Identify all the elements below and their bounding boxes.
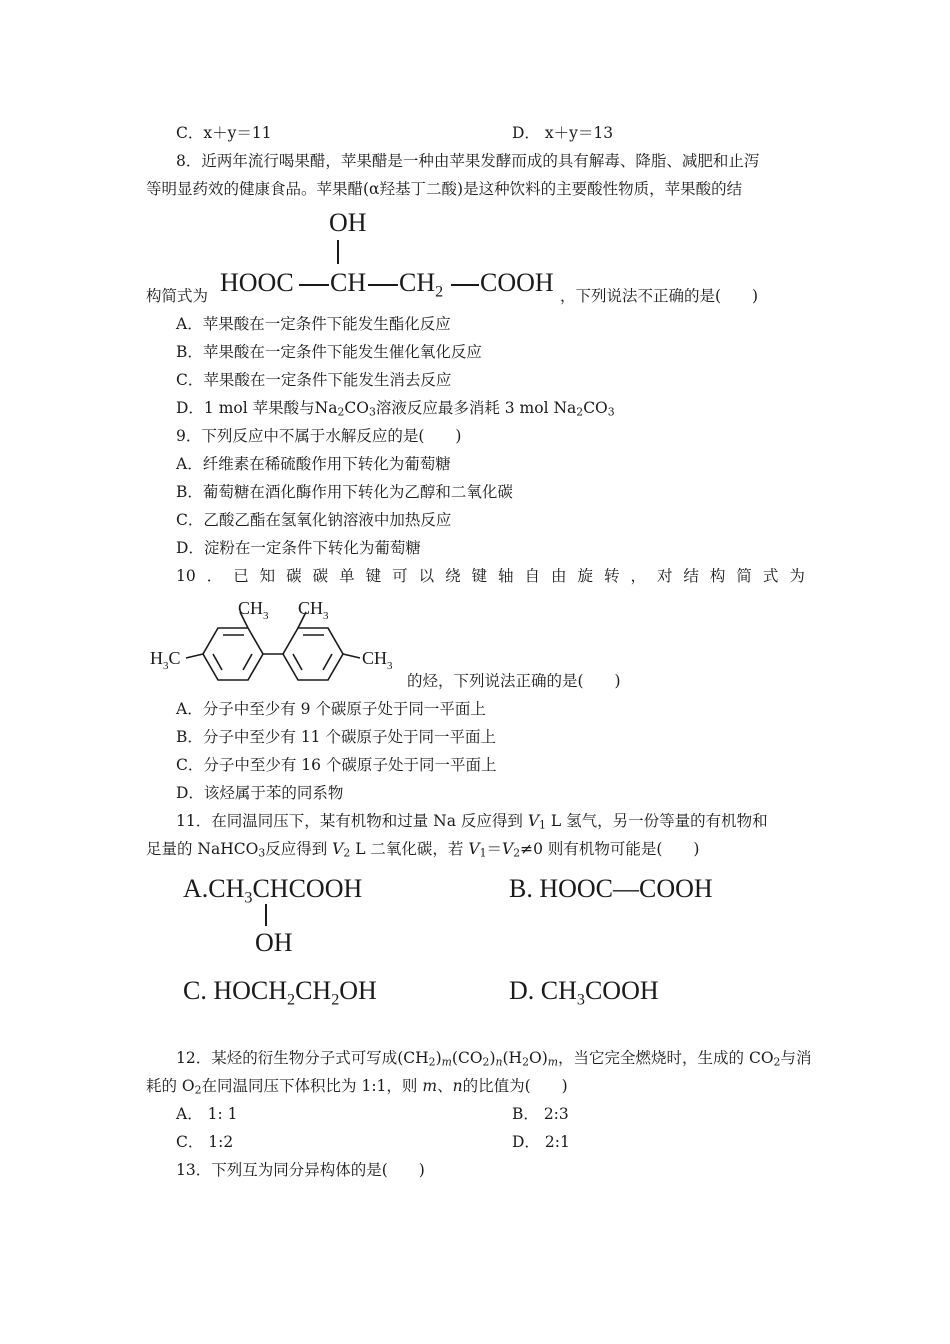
malic-acid-ch2: $CH_2$ bbox=[399, 268, 444, 301]
q10-option-a: A．分子中至少有 9 个碳原子处于同一平面上 bbox=[176, 700, 486, 718]
malic-acid-bond-vertical bbox=[337, 240, 339, 264]
tetramethylbiphenyl-structure bbox=[146, 590, 406, 690]
q9-option-a: A．纤维素在稀硫酸作用下转化为葡萄糖 bbox=[176, 455, 451, 473]
q12-option-a: A． 1: 1 bbox=[176, 1105, 238, 1123]
q8-option-b: B．苹果酸在一定条件下能发生催化氧化反应 bbox=[176, 343, 482, 361]
q8-option-d: D．1 mol 苹果酸与Na2CO3溶液反应最多消耗 3 mol Na2CO3 bbox=[176, 399, 615, 419]
malic-acid-bond-3 bbox=[451, 284, 479, 286]
malic-acid-bond-1 bbox=[299, 284, 329, 286]
q9-option-d: D．淀粉在一定条件下转化为葡萄糖 bbox=[176, 539, 421, 557]
q9-stem: 9．下列反应中不属于水解反应的是( ) bbox=[176, 427, 462, 445]
q12-option-b: B． 2:3 bbox=[512, 1105, 569, 1123]
q7-option-c: C．x＋y＝11 bbox=[176, 124, 272, 142]
malic-acid-cooh: COOH bbox=[480, 268, 554, 297]
q11-option-a-formula: $A.CH_3CHCOOH$ bbox=[183, 874, 363, 907]
q11-option-a-bond bbox=[265, 904, 267, 926]
q11-stem-line2: 足量的 NaHCO3反应得到 V2 L 二氧化碳，若 V1＝V2≠0 则有机物可能是( ) bbox=[146, 840, 700, 860]
q8-struct-suffix: ，下列说法不正确的是( ) bbox=[560, 287, 759, 305]
q10-stem-suffix: 的烃，下列说法正确的是( ) bbox=[407, 672, 621, 690]
q8-stem-line1: 8．近两年流行喝果醋，苹果醋是一种由苹果发酵而成的具有解毒、降脂、减肥和止泻 bbox=[176, 152, 760, 170]
q12-option-c: C． 1:2 bbox=[176, 1133, 234, 1151]
q9-option-b: B．葡萄糖在酒化酶作用下转化为乙醇和二氧化碳 bbox=[176, 483, 513, 501]
q12-option-d: D． 2:1 bbox=[512, 1133, 570, 1151]
q8-struct-prefix: 构简式为 bbox=[146, 287, 209, 305]
methyl-label-left: $CH_3$ bbox=[238, 598, 269, 622]
methyl-label-ch3-right: $CH_3$ bbox=[362, 648, 393, 672]
methyl-label-h3c: $H_3C$ bbox=[150, 648, 181, 672]
malic-acid-oh: OH bbox=[329, 208, 367, 237]
q9-option-c: C．乙酸乙酯在氢氧化钠溶液中加热反应 bbox=[176, 511, 452, 529]
q10-option-c: C．分子中至少有 16 个碳原子处于同一平面上 bbox=[176, 756, 497, 774]
q11-option-c: C. $HOCH_2CH_2OH$ bbox=[183, 976, 377, 1009]
q11-option-b: B. HOOC—COOH bbox=[509, 874, 713, 903]
q11-option-d: D. $CH_3COOH$ bbox=[509, 976, 659, 1009]
q7-option-d: D． x＋y＝13 bbox=[512, 124, 614, 142]
q12-stem-line2: 耗的 O2在同温同压下体积比为 1:1，则 m、n的比值为( ) bbox=[146, 1077, 568, 1097]
q10-stem: 10 ． 已 知 碳 碳 单 键 可 以 绕 键 轴 自 由 旋 转 ， 对 结 构 简 式 为 bbox=[176, 567, 805, 585]
methyl-label-right: $CH_3$ bbox=[298, 598, 329, 622]
q8-stem-line2: 等明显药效的健康食品。苹果醋(α羟基丁二酸)是这种饮料的主要酸性物质，苹果酸的结 bbox=[146, 180, 743, 198]
q11-stem-line1: 11．在同温同压下，某有机物和过量 Na 反应得到 V1 L 氢气，另一份等量的有机物和 bbox=[176, 812, 768, 832]
q8-option-c: C．苹果酸在一定条件下能发生消去反应 bbox=[176, 371, 452, 389]
q10-option-d: D．该烃属于苯的同系物 bbox=[176, 784, 344, 802]
malic-acid-bond-2 bbox=[368, 284, 398, 286]
q10-option-b: B．分子中至少有 11 个碳原子处于同一平面上 bbox=[176, 728, 496, 746]
q13-stem: 13．下列互为同分异构体的是( ) bbox=[176, 1161, 425, 1179]
q11-option-a-oh: OH bbox=[255, 928, 293, 957]
malic-acid-ch: CH bbox=[330, 268, 367, 297]
q8-option-a: A．苹果酸在一定条件下能发生酯化反应 bbox=[176, 315, 451, 333]
q12-stem-line1: 12．某烃的衍生物分子式可写成(CH2)m(CO2)n(H2O)m，当它完全燃烧时，生成的 CO2与消 bbox=[176, 1049, 812, 1069]
malic-acid-hooc: HOOC bbox=[220, 268, 294, 297]
